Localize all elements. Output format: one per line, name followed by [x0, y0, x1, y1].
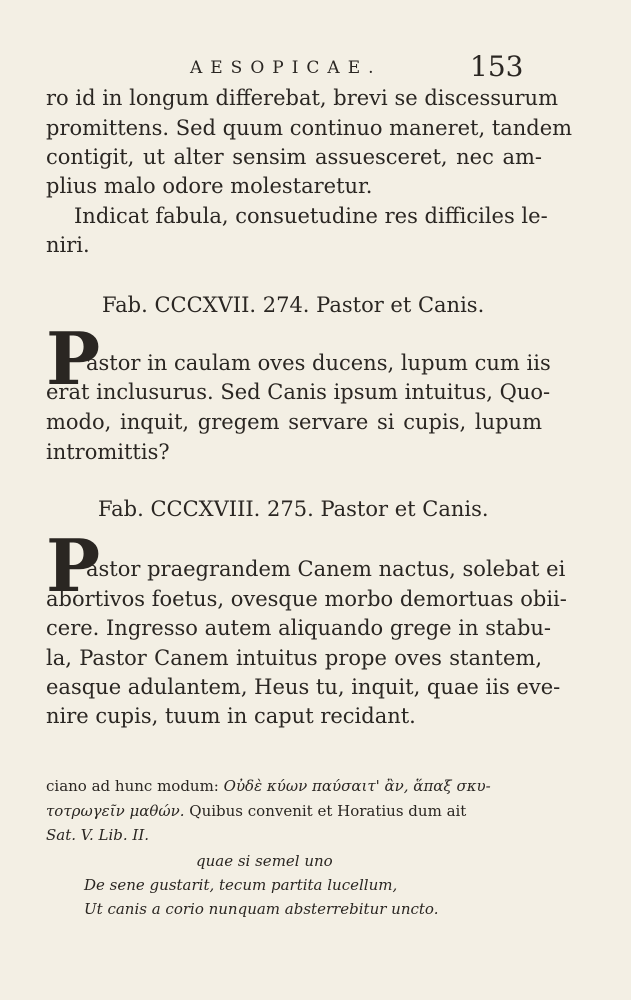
text-line: abortivos foetus, ovesque morbo demortuas obii-: [46, 587, 567, 611]
verse-line: Ut canis a corio nunquam absterrebitur uncto.: [84, 900, 439, 918]
running-title: AESOPICAE.: [190, 58, 382, 78]
footnote-latin: ciano ad hunc modum:: [46, 777, 219, 795]
footnote-greek: Οὐδὲ κύων παύσαιτ' ἂν, ἅπαξ σκυ-: [223, 777, 491, 795]
fable-title: Fab. CCCXVIII. 275. Pastor et Canis.: [98, 497, 489, 521]
verse-line: De sene gustarit, tecum partita lucellum,: [84, 876, 398, 894]
text-line: astor in caulam oves ducens, lupum cum iis: [86, 351, 551, 375]
drop-cap: P: [46, 316, 101, 401]
text-line: la, Pastor Canem intuitus prope oves stantem,: [46, 646, 542, 670]
text-line: erat inclusurus. Sed Canis ipsum intuitus, Quo-: [46, 380, 551, 404]
moral-line: Indicat fabula, consuetudine res difficiles le-: [74, 204, 548, 228]
page-number: 153: [470, 50, 524, 83]
footnote-greek: τοτρωγεῖν μαθών.: [46, 802, 185, 820]
text-line: plius malo odore molestaretur.: [46, 174, 373, 198]
text-line: easque adulantem, Heus tu, inquit, quae iis eve-: [46, 675, 561, 699]
text-line: contigit, ut alter sensim assuesceret, nec am-: [46, 145, 542, 169]
footnote-line: [46, 774, 536, 798]
fable-title: Fab. CCCXVII. 274. Pastor et Canis.: [102, 293, 485, 317]
text-line: nire cupis, tuum in caput recidant.: [46, 704, 416, 728]
text-line: promittens. Sed quum continuo maneret, tandem: [46, 116, 573, 140]
page-header: [0, 50, 631, 84]
text-line: cere. Ingresso autem aliquando grege in stabu-: [46, 616, 552, 640]
verse-line: quae si semel uno: [196, 852, 333, 870]
drop-cap: P: [46, 523, 101, 608]
text-line: ro id in longum differebat, brevi se discessurum: [46, 86, 558, 110]
text-line: intromittis?: [46, 440, 170, 464]
footnote-line: [46, 799, 536, 823]
text-line: astor praegrandem Canem nactus, solebat ei: [86, 557, 566, 581]
footnote-reference: Sat. V. Lib. II.: [46, 826, 150, 844]
footnote-latin: Quibus convenit et Horatius dum ait: [189, 802, 467, 820]
moral-line: niri.: [46, 233, 90, 257]
text-line: modo, inquit, gregem servare si cupis, lupum: [46, 410, 542, 434]
